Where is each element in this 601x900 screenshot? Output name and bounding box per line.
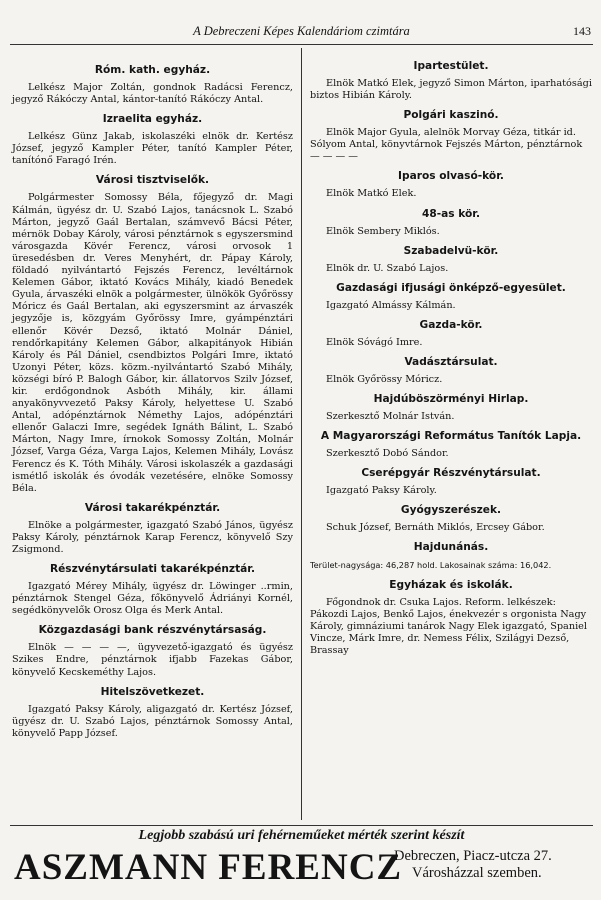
- directory-section: [12, 64, 293, 106]
- section-text: Igazgató Paksy Károly.: [326, 485, 437, 497]
- section-heading: Gazda-kör.: [419, 318, 483, 331]
- ad-address-line1: Debreczen, Piacz-utcza 27.: [394, 848, 552, 864]
- directory-section: [310, 393, 592, 423]
- directory-section: [310, 319, 592, 349]
- section-text: Igazgató Paksy Károly, aligazgató dr. Kertész József, ügyész dr. U. Szabó Lajos, pénztárnok Somossy Antal, könyvelő Papp József.: [12, 703, 293, 739]
- section-heading: Részvénytársulati takarékpénztár.: [49, 563, 256, 576]
- left-column: [12, 50, 293, 746]
- section-text: Polgármester Somossy Béla, főjegyző dr. Magi Kálmán, ügyész dr. U. Szabó Lajos, tanácsnok L. Szabó Márton, jegyző Gaál Bertalan, számvevő Bácsi Péter, mérnök Dobay Károly, városi pénztárnok s egyszersmind városgazda Kövér Ferencz, városi orvosok 1 üresedésben dr. Veres Menyhért, dr. Pápay Károly, földadó nyilvántartó Fejszés Ferencz, levéltárnok Kelemen Gábor, iktató Kovács Mihály, kiadó Benedek Gyula, árvaszéki elnök a polgármester, ülnökök Győrössy Móricz és Gaál Bertalan, aki egyszersmint az árvaszék jegyzője is, közgyám Győrössy Imre, gyámpénztári ellenőr Kövér Dezső, iktató Molnár Dániel, rendőrkapitány Kelemen Gábor, alkapitányok Hibián Károly és Pál Dániel, csendbiztos Polgári Imre, iktató Uzonyi Péter, közs. közm.-nyilvántartó Szabó Mihály, községi bíró P. Balogh Gábor, kir. állatorvos Szilv József, kir. erdőgondnok Asbóth Mihály, kir. állami anyakönyvvezető Paksy Károly, helyettese U. Szabó Antal, adópénztárnok Némethy Lajos, adópénztári ellenőr Galaczi Imre, segédek Ignáth Bálint, L. Szabó Márton, Nagy Imre, írnokok Somossy Zoltán, Molnár József, Varga Géza, Varga Lajos, Kelemen Mihály, Lovász Ferencz és K. Tóth Mihály. Városi iskolaszék a gazdasági ismétlő iskolák és óvodák vezetésére, elnöke Somossy Béla.: [12, 192, 293, 494]
- section-heading: Városi takarékpénztár.: [84, 501, 221, 514]
- ad-company-name: ASZMANN FERENCZ: [14, 847, 403, 888]
- section-text: Szerkesztő Molnár István.: [326, 411, 455, 423]
- section-heading: 48-as kör.: [421, 207, 481, 220]
- section-text: Főgondnok dr. Csuka Lajos. Reform. lelkészek: Pákozdi Lajos, Benkő Lajos, énekvezér s orgonista Nagy Károly, gimnáziumi tanárok Nagy Elek igazgató, Spaniel Vincze, Márk Imre, dr. Nemess Félix, Szilágyi Dezső, Brassay: [310, 596, 588, 656]
- directory-section: [12, 174, 293, 494]
- advertisement-rule: [10, 825, 593, 826]
- section-heading: Róm. kath. egyház.: [94, 64, 211, 76]
- column-divider: [301, 48, 302, 820]
- directory-section: [12, 502, 293, 556]
- section-text: Elnök Major Gyula, alelnök Morvay Géza, titkár id. Sólyom Antal, könyvtárnok Fejszés Márton, pénztárnok — — — —: [310, 127, 583, 163]
- section-heading: Cserépgyár Részvénytársulat.: [361, 467, 541, 480]
- section-text: Schuk József, Bernáth Miklós, Ercsey Gábor.: [326, 522, 545, 534]
- ad-address: [394, 848, 596, 882]
- page-header: [10, 14, 593, 45]
- statistics-line: Terület-nagysága: 46,287 hold. Lakosainak száma: 16,042.: [310, 560, 552, 571]
- directory-section: [12, 624, 293, 678]
- section-heading: Izraelita egyház.: [102, 113, 203, 126]
- section-heading: Ipartestület.: [413, 60, 489, 72]
- section-text: Igazgató Almássy Kálmán.: [326, 299, 456, 311]
- directory-section: [310, 504, 592, 534]
- section-heading: Hajdúböszörményi Hirlap.: [373, 393, 529, 406]
- right-column: [310, 50, 592, 663]
- section-text: Elnök — — — —, ügyvezető-igazgató és ügyész Szikes Endre, pénztárnok ifjabb Fazekas Gábor, könyvelő Kecskeméthy Lajos.: [12, 642, 293, 678]
- section-heading: Gyógyszerészek.: [400, 504, 502, 517]
- directory-section: [310, 245, 592, 275]
- directory-section: [12, 686, 293, 740]
- directory-section: [310, 208, 592, 238]
- directory-section: [310, 60, 592, 102]
- section-text: Elnök Sóvágó Imre.: [326, 336, 423, 348]
- directory-section: [310, 356, 592, 386]
- section-heading: Polgári kaszinó.: [403, 109, 499, 122]
- directory-section: [12, 563, 293, 617]
- section-text: Szerkesztő Dobó Sándor.: [326, 448, 449, 460]
- section-text: Elnök Matkó Elek.: [326, 188, 417, 200]
- page-number: 143: [573, 24, 591, 38]
- section-heading: Egyházak és iskolák.: [389, 578, 513, 591]
- section-heading: A Magyarországi Református Tanítók Lapja.: [320, 430, 582, 443]
- section-heading: Szabadelvü-kör.: [403, 244, 499, 257]
- directory-section: [310, 109, 592, 163]
- directory-section: [12, 113, 293, 167]
- section-text: Elnöke a polgármester, igazgató Szabó János, ügyész Paksy Károly, pénztárnok Karap Ferencz, könyvelő Szy Zsigmond.: [12, 519, 293, 555]
- section-text: Lelkész Günz Jakab, iskolaszéki elnök dr. Kertész József, jegyző Kampler Péter, tanító Kampler Péter, tanítónő Faragó Irén.: [12, 131, 293, 167]
- section-heading: Iparos olvasó-kör.: [398, 170, 504, 183]
- section-heading: Vadásztársulat.: [404, 355, 498, 368]
- section-text: Elnök Matkó Elek, jegyző Simon Márton, iparhatósági biztos Hibián Károly.: [310, 78, 592, 102]
- directory-section: [310, 430, 592, 460]
- advertisement: [10, 828, 593, 898]
- section-text: Elnök Győrössy Móricz.: [326, 373, 443, 385]
- section-heading: Hitelszövetkezet.: [100, 685, 205, 698]
- section-text: Elnök dr. U. Szabó Lajos.: [326, 262, 449, 274]
- ad-address-line2: Városházzal szemben.: [412, 865, 542, 881]
- section-heading: Gazdasági ifjusági önképző-egyesület.: [336, 281, 566, 294]
- directory-section: [310, 170, 592, 200]
- section-heading: Közgazdasági bank részvénytársaság.: [38, 624, 267, 637]
- section-text: Igazgató Mérey Mihály, ügyész dr. Löwinger ..rmin, pénztárnok Stengel Géza, főkönyvelő Ádriányi Kornél, segédkönyvelők Orosz Olga és Merk Antal.: [12, 581, 293, 617]
- section-text: Lelkész Major Zoltán, gondnok Radácsi Ferencz, jegyző Rákóczy Antal, kántor-tanító Rákóczy Antal.: [12, 82, 293, 106]
- ad-tagline: Legjobb szabású uri fehérneműeket mérték szerint készít: [138, 828, 465, 843]
- section-heading: Városi tisztviselők.: [95, 174, 210, 187]
- section-text: Elnök Sembery Miklós.: [326, 225, 440, 237]
- running-title: A Debreczeni Képes Kalendáriom czimtára: [193, 24, 410, 38]
- directory-section: [310, 579, 592, 657]
- directory-section: [310, 467, 592, 497]
- section-heading: Hajdunánás.: [413, 541, 489, 554]
- directory-section: [310, 541, 592, 571]
- directory-section: [310, 282, 592, 312]
